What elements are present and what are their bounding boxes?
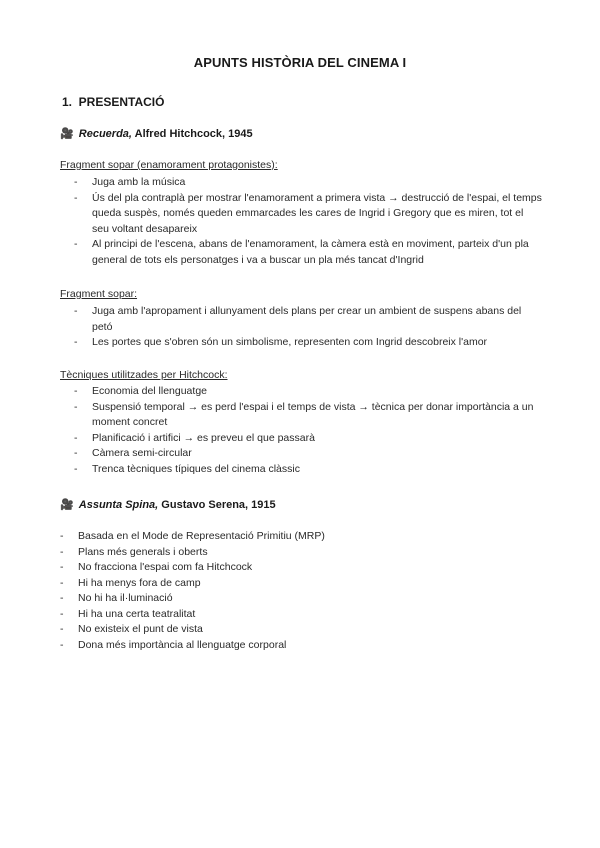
- film-heading-recuerda: [60, 127, 253, 140]
- film-heading-assunta-spina: [60, 498, 276, 511]
- list-item: - Economia del llenguatge: [92, 384, 542, 400]
- subheading-tecniques-hitchcock: Tècniques utilitzades per Hitchcock:: [60, 369, 228, 381]
- subheading-fragment-sopar-enamorament: Fragment sopar (enamorament protagonistes):: [60, 159, 278, 171]
- list-assunta-spina: [78, 529, 538, 653]
- film-title: Recuerda,: [78, 128, 132, 140]
- film-director-year: Gustavo Serena, 1915: [161, 499, 276, 511]
- movie-camera-icon: 🎥: [60, 128, 74, 140]
- section-heading: 1. PRESENTACIÓ: [62, 95, 165, 109]
- list-item: - Càmera semi-circular: [92, 446, 542, 462]
- list-item: - Ús del pla contraplà per mostrar l'enamorament a primera vista → destrucció de l'espai, el temps queda suspès, només queden emmarcades les cares de Ingrid i Gregory que es miren, tot el seu voltant desapareix: [92, 191, 542, 238]
- list-item: - Planificació i artifici → es preveu el que passarà: [92, 431, 542, 447]
- list-item: - Juga amb la música: [92, 175, 542, 191]
- list-item: - Al principi de l'escena, abans de l'enamorament, la càmera està en moviment, parteix d'un pla general de tots els personatges i va a buscar un pla més tancat d'Ingrid: [92, 237, 542, 268]
- list-item: - No existeix el punt de vista: [78, 622, 538, 638]
- list-tecniques-hitchcock: [92, 384, 542, 477]
- film-director-year: Alfred Hitchcock, 1945: [134, 128, 253, 140]
- list-fragment-sopar: [92, 304, 542, 351]
- film-title: Assunta Spina,: [78, 499, 159, 511]
- list-item: - Plans més generals i oberts: [78, 545, 538, 561]
- list-item: - Suspensió temporal → es perd l'espai i el temps de vista → tècnica per donar importància a un moment concret: [92, 400, 542, 431]
- list-item: - No fracciona l'espai com fa Hitchcock: [78, 560, 538, 576]
- list-item: - Trenca tècniques típiques del cinema clàssic: [92, 462, 542, 478]
- subheading-fragment-sopar: Fragment sopar:: [60, 288, 138, 300]
- list-item: - Hi ha menys fora de camp: [78, 576, 538, 592]
- list-item: - Hi ha una certa teatralitat: [78, 607, 538, 623]
- list-fragment-sopar-enamorament: [92, 175, 542, 268]
- movie-camera-icon: 🎥: [60, 499, 74, 511]
- document-title: APUNTS HISTÒRIA DEL CINEMA I: [193, 55, 407, 70]
- list-item: - Les portes que s'obren són un simbolisme, representen com Ingrid descobreix l'amor: [92, 335, 542, 351]
- list-item: - Dona més importància al llenguatge corporal: [78, 638, 538, 654]
- list-item: - Juga amb l'apropament i allunyament dels plans per crear un ambient de suspens abans del petó: [92, 304, 542, 335]
- list-item: - No hi ha il·luminació: [78, 591, 538, 607]
- list-item: - Basada en el Mode de Representació Primitiu (MRP): [78, 529, 538, 545]
